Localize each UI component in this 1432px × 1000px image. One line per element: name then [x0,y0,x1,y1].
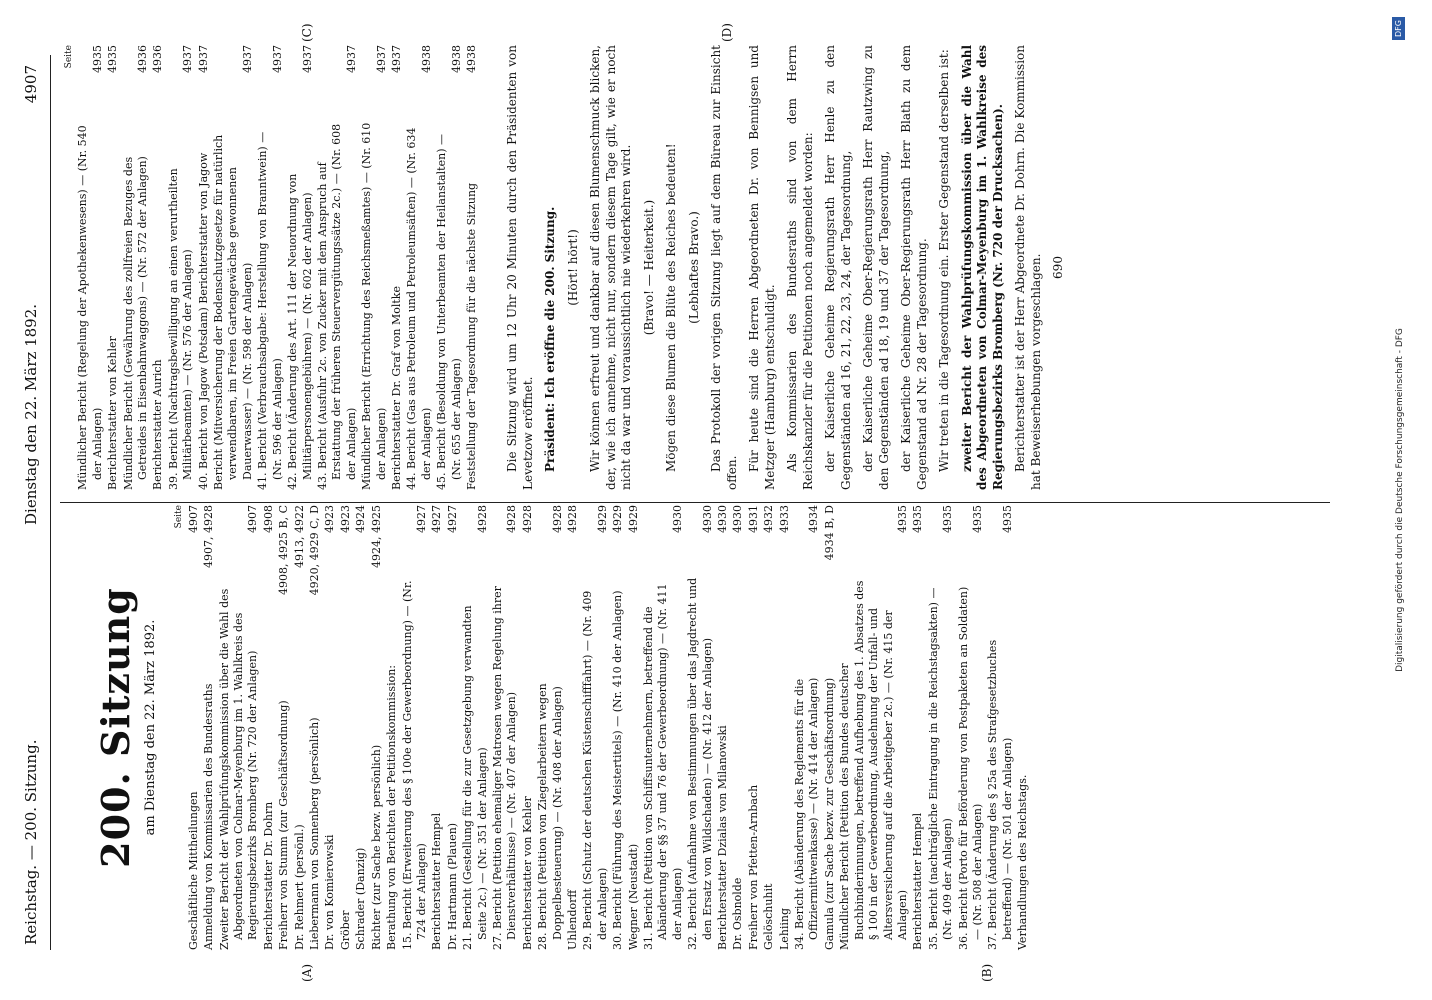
toc-entry-page: 4937 [240,45,254,73]
header-page-number: 4907 [22,65,40,104]
toc-entry-page: 4932 [762,505,776,533]
toc-entry-page: 4933 [777,505,791,533]
toc-entry-page: 4935 [895,505,909,533]
toc-entry [686,505,715,950]
toc-entry [390,45,404,490]
toc-entry-page: 4934 [807,505,821,533]
toc-entry [465,45,479,490]
toc-entry [262,505,276,950]
body-paragraph: (Hört! hört!) [565,229,580,306]
toc-entry [218,505,261,950]
toc-entry-page: 4907 [246,505,260,533]
toc-entry-page: 4923 [338,505,352,533]
toc-entry-text: 32. Bericht (Aufnahme von Bestimmungen über das Jagdrecht und den Ersatz von Wildschaden) — (Nr. 412 der Anlagen) [686,577,714,950]
toc-entry [911,505,925,950]
toc-entry [293,505,307,950]
body-paragraph: (Lebhaftes Bravo.) [686,211,701,324]
toc-entry-page: 4935 [90,45,104,73]
toc-entry [202,505,216,950]
toc-entry [286,45,315,490]
toc-entry-page: 4924 [354,505,368,533]
header-rule [50,55,51,950]
toc-entry-page: 4938 [449,45,463,73]
toc-entry-page: 4929 [595,505,609,533]
toc-entry [747,505,761,950]
column-divider [60,502,1330,503]
toc-entry [838,505,910,950]
toc-entry-text: Feststellung der Tagesordnung für die nächste Sitzung [464,182,478,490]
body-paragraph: Wir können erfreut und dankbar auf diesen Blumenschmuck blicken, der, wie ich annehme, nicht nur, sondern diesem Tage gilt, wie er noch nicht da war und voraussichtlich nie wiederkehren wird. [588,45,634,490]
toc-entry-page: 4937 [300,45,314,73]
toc-entry-page: 4935 [970,505,984,533]
toc-entry-page: 4920, 4929 C, D [308,505,322,596]
toc-entry [430,505,444,950]
toc-entry-text: 34. Bericht (Abänderung des Reglements für die Offiziermittwenkasse) — (Nr. 414 der Anlagen) [793,677,821,950]
toc-entry [385,505,399,950]
toc-entry-page: 4928 [475,505,489,533]
toc-entry-text: Gamula (zur Sache bezw. zur Geschäftsordnung) [822,677,836,950]
toc-entry [122,45,151,490]
toc-entry [106,45,120,490]
toc-entry [611,505,625,950]
toc-entry [986,505,1015,950]
toc-entry [642,505,685,950]
toc-entry-page: 4930 [731,505,745,533]
toc-entry-page: 4930 [716,505,730,533]
toc-entry-page: 4929 [611,505,625,533]
toc-entry-text: Liebermann von Sonnenberg (persönlich) [308,717,322,950]
toc-entry-text: 41. Bericht (Verbrauchsabgabe: Herstellung von Branntwein) — (Nr. 596 der Anlagen) [256,131,284,490]
toc-entry-page: 4928 [550,505,564,533]
toc-entry-text: 29. Bericht (Schutz der deutschen Küstenschifffahrt) — (Nr. 409 der Anlagen) [581,590,609,950]
seite-label-right: Seite [64,45,74,69]
body-paragraph: Präsident: Ich eröffne die 200. Sitzung. [543,206,558,472]
margin-marker-b: (B) [980,963,994,982]
toc-entry-page: 4936 [136,45,150,73]
toc-entry [354,505,368,950]
toc-entry [793,505,822,950]
toc-entry-page: 4930 [700,505,714,533]
toc-entry-text: 21. Bericht (Gestellung für die zur Gesetzgebung verwandten Seite 2c.) — (Nr. 351 der Anlagen) [461,605,489,950]
body-paragraph: zweiter Bericht der Wahlprüfungskommission über die Wahl des Abgeordneten von Colmar-Meyenburg im 1. Wahlkreise des Regierungsbezirks Bromberg (Nr. 720 der Drucksachen). [959,45,1005,490]
toc-entry-text: Lehiing [777,907,791,950]
toc-entry [716,505,730,950]
toc-entry-text: 28. Bericht (Petition von Ziegelarbeitern wegen Doppelbesteuerung) — (Nr. 408 der Anlagen) [536,683,564,950]
margin-marker-c: (C) [300,23,314,42]
toc-entry-text: Freiherr von Stumm (zur Geschäftsordnung) [277,700,291,950]
toc-entry-page: 4937 [374,45,388,73]
toc-entry [256,45,285,490]
toc-entry [405,45,434,490]
body-paragraph: Als Kommissarien des Bundesraths sind von dem Herrn Reichskanzler für die Petitionen noch angemeldet worden: [785,45,815,490]
toc-entry-page: 4937 [389,45,403,73]
toc-entry-text: Gelöschuhit [762,883,776,950]
body-paragraph: der Kaiserliche Geheime Ober-Regierungsrath Herr Rautzwing zu den Gegenständen ad 18, 19 und 37 der Tagesordnung, [861,45,891,490]
running-header [22,65,48,945]
toc-entry [212,45,255,490]
footer-page-number: 690 [1051,256,1066,279]
toc-entry-text: 45. Bericht (Besoldung von Unterbeamten der Heilanstalten) — (Nr. 655 der Anlagen) [435,134,463,490]
toc-entry [401,505,430,950]
toc-entry-text: Berichterstatter Dzialas von Milanowski [716,725,730,950]
toc-entry-text: Geschäftliche Mittheilungen [186,791,200,950]
body-paragraph: der Kaiserliche Geheime Regierungsrath Herr Henle zu den Gegenständen ad 16, 21, 22, 23, 24, der Tagesordnung, [823,45,853,490]
toc-entry-text: 37. Bericht (Änderung des § 25a des Strafgesetzbuches betreffend) — (Nr. 501 der Anlagen) [986,639,1014,950]
toc-entry [370,505,384,950]
table-of-contents-left [187,505,1031,950]
right-column [62,45,1066,490]
toc-entry [446,505,460,950]
toc-entry-page: 4907, 4928 [202,505,216,568]
toc-entry-page: 4927 [414,505,428,533]
toc-entry-text: Berichterstatter Aurich [151,359,165,490]
toc-entry-text: 35. Bericht (nachträgliche Eintragung in die Reichstagsakten) — (Nr. 409 der Anlagen) [926,587,955,950]
toc-entry [762,505,776,950]
toc-entry-text: 44. Bericht (Gas aus Petroleum und Petroleumsäften) — (Nr. 634 der Anlagen) [405,127,433,490]
toc-entry-page: 4935 [941,505,955,533]
toc-entry-text: Berathung von Berichten der Petitionskommission: [385,664,399,950]
toc-entry-page: 4908, 4925 B, C [277,505,291,595]
toc-entry-text: 27. Bericht (Petition ehemaliger Matrosen wegen Regelung ihrer Dienstverhältnisse) — (Nr. 407 der Anlagen) [490,586,519,950]
toc-entry [731,505,745,950]
toc-entry-text: Dr. Rehmert (persönl.) [292,824,306,950]
toc-entry-text: Verhandlungen des Reichstags. [1016,774,1030,950]
body-paragraph: Berichterstatter ist der Herr Abgeordnete Dr. Dohrn. Die Kommission hat Beweiserhebungen vorgeschlagen. [1013,45,1043,490]
toc-entry-page: 4913, 4922 [292,505,306,568]
toc-entry [491,505,520,950]
toc-entry-page: 4938 [419,45,433,73]
body-paragraph: Wir treten in die Tagesordnung ein. Erster Gegenstand derselben ist: [937,49,952,472]
digitization-note: Digitalisierung gefördert durch die Deutsche Forschungsgemeinschaft - DFG [1395,328,1405,672]
body-paragraph: (Bravo! — Heiterkeit.) [641,199,656,336]
toc-entry-page: 4928 [505,505,519,533]
toc-entry [566,505,580,950]
toc-entry-text: 31. Bericht (Petition von Schiffsunternehmern, betreffend die Abänderung der §§ 37 und 76 der Gewerbeordnung) — (Nr. 411 der Anlagen) [642,583,684,950]
toc-entry [323,505,337,950]
toc-entry-text: Mündlicher Bericht (Errichtung des Reichsmeßamtes) — (Nr. 610 der Anlagen) [360,122,388,490]
toc-entry [316,45,359,490]
toc-entry [1016,505,1030,950]
body-paragraph: der Kaiserliche Geheime Ober-Regierungsrath Herr Blath zu dem Gegenstand ad Nr. 28 der Tagesordnung. [899,45,929,490]
toc-entry-text: Bericht (Mitversicherung der Bodenschutzgesetze für natürlich verwendbaren, im Freien Gartengewächse gewonnenen Dauerwasser) — (Nr. 598 der Anlagen) [212,134,254,490]
toc-entry-page: 4937 [344,45,358,73]
toc-entry-page: 4927 [445,505,459,533]
toc-entry [778,505,792,950]
toc-entry [151,45,165,490]
toc-entry-text: Berichterstatter Hempel [911,812,925,950]
body-paragraph: Für heute sind die Herren Abgeordneten Dr. von Bennigsen und Metzger (Hamburg) entschuldigt. [747,45,777,490]
session-body-text [505,45,1044,490]
header-left: Reichstag. — 200. Sitzung. [22,739,40,945]
toc-entry [360,45,389,490]
toc-entry [187,505,201,950]
toc-entry [277,505,291,950]
toc-entry-text: Uhlendorff [565,889,579,950]
toc-entry-text: Richter (zur Sache bezw. persönlich) [369,744,383,950]
toc-entry-page: 4923 [323,505,337,533]
body-paragraph: Die Sitzung wird um 12 Uhr 20 Minuten durch den Präsidenten von Levetzow eröffnet. [505,45,535,490]
margin-marker-d: (D) [720,23,734,42]
toc-entry-text: Zweiter Bericht der Wahlprüfungskommission über die Wahl des Abgeordneten von Colmar-Meyenburg im 1. Wahlkreis des Regierungsbezirks Bromberg (Nr. 720 der Anlagen) [217,588,260,950]
toc-entry-text: Berichterstatter Hempel [430,812,444,950]
table-of-contents-right [76,45,479,490]
header-date: Dienstag den 22. März 1892. [22,303,40,525]
toc-entry [435,45,464,490]
body-paragraph: Das Protokoll der vorigen Sitzung liegt auf dem Büreau zur Einsicht offen. [709,45,739,490]
toc-entry-page: 4935 [106,45,120,73]
toc-entry-page: 4937 [196,45,210,73]
toc-entry-text: 36. Bericht (Porto für Beförderung von Postpaketen an Soldaten) — (Nr. 508 der Anlagen) [956,586,984,950]
dfg-logo: DFG [1392,17,1405,40]
toc-entry-text: Berichterstatter Dr. Graf von Moltke [389,286,403,490]
toc-entry [167,45,196,490]
toc-entry-page: 4927 [430,505,444,533]
toc-entry-text: Berichterstatter Dr. Dohrn [261,801,275,950]
toc-entry [957,505,986,950]
toc-entry-page: 4908 [261,505,275,533]
toc-entry [76,45,105,490]
toc-entry-page: 4924, 4925 [369,505,383,568]
toc-entry-text: Mündlicher Bericht (Petition des Bundes deutscher Buchbinderinnungen, betreffend Aufhebung des 1. Absatzes des § 100 in der Gewerbeordnung, Ausdehnung der Unfall- und Altersversicherung auf die Arbeitgeber 2c.) — (Nr. 415 der Anlagen) [838,580,909,950]
session-date: am Dienstag den 22. März 1892. [143,619,158,836]
toc-entry-page: 4935 [911,505,925,533]
body-paragraph: Mögen diese Blumen die Blüte des Reiches bedeuten! [664,143,679,472]
toc-entry [197,45,211,490]
toc-entry-page: 4929 [626,505,640,533]
toc-entry [536,505,565,950]
toc-entry [627,505,641,950]
toc-entry [823,505,837,950]
toc-entry-page: 4937 [270,45,284,73]
toc-entry [339,505,353,950]
toc-entry-text: 42. Bericht (Änderung des Art. 111 der Neuordnung von Militärpersonengebühren) — (Nr. 602 der Anlagen) [286,173,314,490]
toc-entry-page: 4937 [181,45,195,73]
toc-entry-text: Dr. Osbnolde [731,877,745,950]
toc-entry-page: 4930 [670,505,684,533]
toc-entry [581,505,610,950]
toc-entry-page: 4931 [746,505,760,533]
left-column [62,505,1032,950]
toc-entry-text: 39. Bericht (Nachtragsbewilligung an einen verurtheilten Militärbeamten) — (Nr. 576 der Anlagen) [166,168,195,490]
toc-entry-page: 4938 [464,45,478,73]
session-title: 200. Sitzung [93,587,138,868]
toc-entry-text: 43. Bericht (Ausfuhr 2c. von Zucker mit dem Anspruch auf Erstattung der früheren Steuervergütungssätze 2c.) — (Nr. 608 der Anlagen) [315,123,358,490]
toc-entry-text: Freiherr von Pfetten-Arnbach [746,784,760,950]
toc-entry-text: Berichterstatter von Kehler [106,336,120,490]
margin-marker-a: (A) [300,963,314,982]
toc-entry-text: Mündlicher Bericht (Gewährung des zollfreien Bezuges des Getreides in Eisenbahnwaggons) — (Nr. 572 der Anlagen) [121,156,150,490]
toc-entry-text: Mündlicher Bericht (Regelung der Apothekenwesens) — (Nr. 540 der Anlagen) [76,125,104,490]
toc-entry-text: Wegner (Neustadt) [626,843,640,950]
toc-entry [927,505,956,950]
toc-entry-text: Berichterstatter von Kehler [520,796,534,950]
toc-entry-text: Gröber [338,910,352,950]
toc-entry-text: Anmeldung von Kommissarien des Bundesraths [202,683,216,950]
toc-entry [308,505,322,950]
toc-entry-text: 30. Bericht (Führung des Meistertitels) — (Nr. 410 der Anlagen) [611,590,625,950]
toc-entry-page: 4934 B, D [822,505,836,561]
seite-label-left: Seite [174,505,185,529]
toc-entry-text: 15. Bericht (Erweiterung des § 100e der Gewerbeordnung) — (Nr. 724 der Anlagen) [400,580,428,950]
toc-entry-page: 4928 [565,505,579,533]
toc-entry-page: 4907 [186,505,200,533]
toc-entry [461,505,490,950]
toc-entry-text: Schrader (Danzig) [354,847,368,950]
toc-entry-text: Dr. von Komierowski [323,834,337,950]
toc-entry-page: 4936 [151,45,165,73]
toc-entry-text: 40. Bericht von Jagow (Potsdam) Berichterstatter von Jagow [196,152,210,490]
toc-entry-text: Dr. Hartmann (Plauen) [445,822,459,950]
toc-entry-page: 4928 [520,505,534,533]
toc-entry [521,505,535,950]
toc-entry-page: 4935 [1000,505,1014,533]
